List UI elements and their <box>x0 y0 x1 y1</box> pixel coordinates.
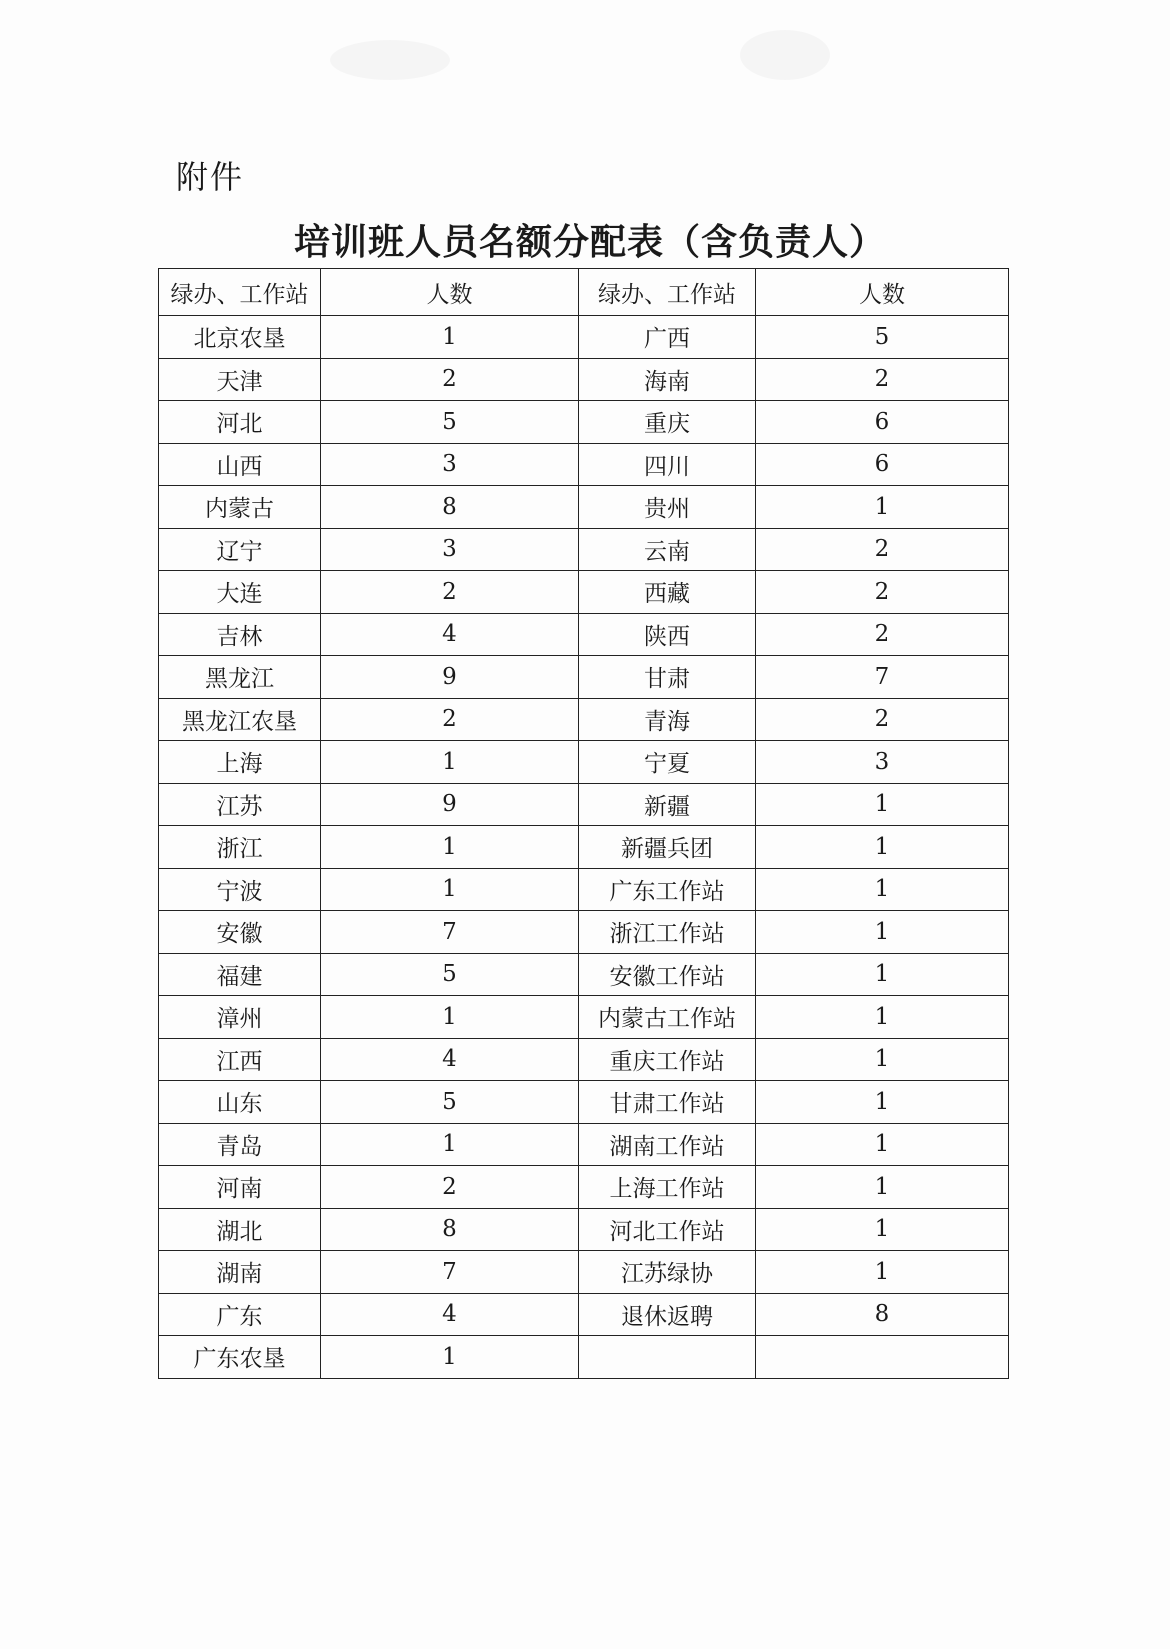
left-count-cell: 9 <box>321 656 579 699</box>
left-count-cell: 4 <box>321 613 579 656</box>
right-unit-cell: 新疆 <box>579 783 756 826</box>
left-count-cell: 1 <box>321 1336 579 1379</box>
right-unit-cell: 江苏绿协 <box>579 1251 756 1294</box>
left-unit-cell: 黑龙江 <box>159 656 321 699</box>
table-row <box>159 783 1009 826</box>
table-row <box>159 613 1009 656</box>
left-count-cell: 1 <box>321 741 579 784</box>
left-unit-cell: 山西 <box>159 443 321 486</box>
table-row <box>159 401 1009 444</box>
left-unit-cell: 江西 <box>159 1038 321 1081</box>
document-title: 培训班人员名额分配表（含负责人） <box>293 221 886 263</box>
table-row <box>159 996 1009 1039</box>
left-count-cell: 5 <box>321 1081 579 1124</box>
left-count-cell: 1 <box>321 868 579 911</box>
left-unit-cell: 青岛 <box>159 1123 321 1166</box>
left-unit-cell: 天津 <box>159 358 321 401</box>
left-count-cell: 3 <box>321 528 579 571</box>
left-count-cell: 4 <box>321 1038 579 1081</box>
left-count-cell: 5 <box>321 953 579 996</box>
left-unit-cell: 山东 <box>159 1081 321 1124</box>
right-unit-cell: 广东工作站 <box>579 868 756 911</box>
left-count-cell: 7 <box>321 1251 579 1294</box>
header-left-unit: 绿办、工作站 <box>159 269 321 316</box>
right-unit-cell: 内蒙古工作站 <box>579 996 756 1039</box>
left-unit-cell: 广东农垦 <box>159 1336 321 1379</box>
table-row <box>159 443 1009 486</box>
left-unit-cell: 湖北 <box>159 1208 321 1251</box>
right-count-cell: 2 <box>756 698 1009 741</box>
allocation-table <box>158 268 1009 1379</box>
left-count-cell: 1 <box>321 1123 579 1166</box>
scan-smudge <box>740 30 830 80</box>
left-count-cell: 2 <box>321 571 579 614</box>
right-count-cell: 7 <box>756 656 1009 699</box>
left-count-cell: 2 <box>321 1166 579 1209</box>
table-row <box>159 1123 1009 1166</box>
table-row <box>159 528 1009 571</box>
table-row <box>159 698 1009 741</box>
left-count-cell: 8 <box>321 1208 579 1251</box>
header-left-count: 人数 <box>321 269 579 316</box>
right-count-cell: 1 <box>756 996 1009 1039</box>
right-count-cell: 1 <box>756 1081 1009 1124</box>
left-count-cell: 4 <box>321 1293 579 1336</box>
right-count-cell: 2 <box>756 571 1009 614</box>
left-unit-cell: 上海 <box>159 741 321 784</box>
right-unit-cell: 陕西 <box>579 613 756 656</box>
right-count-cell: 2 <box>756 528 1009 571</box>
right-count-cell: 1 <box>756 1038 1009 1081</box>
right-unit-cell <box>579 1336 756 1379</box>
left-count-cell: 7 <box>321 911 579 954</box>
left-unit-cell: 辽宁 <box>159 528 321 571</box>
left-count-cell: 5 <box>321 401 579 444</box>
right-unit-cell: 西藏 <box>579 571 756 614</box>
right-unit-cell: 四川 <box>579 443 756 486</box>
left-count-cell: 3 <box>321 443 579 486</box>
right-count-cell: 1 <box>756 868 1009 911</box>
right-count-cell: 2 <box>756 358 1009 401</box>
right-unit-cell: 河北工作站 <box>579 1208 756 1251</box>
table-body <box>159 316 1009 1379</box>
right-unit-cell: 新疆兵团 <box>579 826 756 869</box>
right-count-cell: 1 <box>756 1166 1009 1209</box>
right-unit-cell: 重庆 <box>579 401 756 444</box>
right-count-cell: 1 <box>756 826 1009 869</box>
right-count-cell: 1 <box>756 911 1009 954</box>
left-unit-cell: 河南 <box>159 1166 321 1209</box>
left-unit-cell: 内蒙古 <box>159 486 321 529</box>
table-row <box>159 911 1009 954</box>
table-row <box>159 953 1009 996</box>
left-unit-cell: 浙江 <box>159 826 321 869</box>
table-row <box>159 1038 1009 1081</box>
attachment-label: 附件 <box>176 158 245 196</box>
header-right-count: 人数 <box>756 269 1009 316</box>
right-count-cell: 1 <box>756 1123 1009 1166</box>
left-unit-cell: 湖南 <box>159 1251 321 1294</box>
right-count-cell <box>756 1336 1009 1379</box>
right-count-cell: 3 <box>756 741 1009 784</box>
right-count-cell: 6 <box>756 443 1009 486</box>
table-row <box>159 868 1009 911</box>
left-unit-cell: 黑龙江农垦 <box>159 698 321 741</box>
right-count-cell: 8 <box>756 1293 1009 1336</box>
right-unit-cell: 浙江工作站 <box>579 911 756 954</box>
right-unit-cell: 退休返聘 <box>579 1293 756 1336</box>
right-unit-cell: 云南 <box>579 528 756 571</box>
right-unit-cell: 广西 <box>579 316 756 359</box>
right-unit-cell: 重庆工作站 <box>579 1038 756 1081</box>
left-unit-cell: 大连 <box>159 571 321 614</box>
left-count-cell: 2 <box>321 358 579 401</box>
table-row <box>159 1081 1009 1124</box>
table-row <box>159 656 1009 699</box>
right-unit-cell: 宁夏 <box>579 741 756 784</box>
right-count-cell: 1 <box>756 783 1009 826</box>
right-count-cell: 6 <box>756 401 1009 444</box>
left-unit-cell: 吉林 <box>159 613 321 656</box>
right-unit-cell: 甘肃 <box>579 656 756 699</box>
right-unit-cell: 甘肃工作站 <box>579 1081 756 1124</box>
left-unit-cell: 安徽 <box>159 911 321 954</box>
table-row <box>159 1336 1009 1379</box>
right-count-cell: 1 <box>756 486 1009 529</box>
right-unit-cell: 青海 <box>579 698 756 741</box>
left-count-cell: 9 <box>321 783 579 826</box>
left-count-cell: 8 <box>321 486 579 529</box>
table-header-row <box>159 269 1009 316</box>
table-row <box>159 571 1009 614</box>
table-row <box>159 1208 1009 1251</box>
table-row <box>159 741 1009 784</box>
right-count-cell: 1 <box>756 1251 1009 1294</box>
right-unit-cell: 贵州 <box>579 486 756 529</box>
table-row <box>159 486 1009 529</box>
table-row <box>159 1251 1009 1294</box>
left-unit-cell: 江苏 <box>159 783 321 826</box>
table-row <box>159 1293 1009 1336</box>
left-count-cell: 1 <box>321 316 579 359</box>
right-count-cell: 5 <box>756 316 1009 359</box>
left-unit-cell: 北京农垦 <box>159 316 321 359</box>
left-unit-cell: 漳州 <box>159 996 321 1039</box>
left-unit-cell: 广东 <box>159 1293 321 1336</box>
header-right-unit: 绿办、工作站 <box>579 269 756 316</box>
table-row <box>159 316 1009 359</box>
right-count-cell: 1 <box>756 953 1009 996</box>
left-count-cell: 1 <box>321 826 579 869</box>
left-unit-cell: 宁波 <box>159 868 321 911</box>
right-count-cell: 2 <box>756 613 1009 656</box>
left-count-cell: 2 <box>321 698 579 741</box>
right-unit-cell: 湖南工作站 <box>579 1123 756 1166</box>
right-unit-cell: 安徽工作站 <box>579 953 756 996</box>
right-unit-cell: 海南 <box>579 358 756 401</box>
table-row <box>159 358 1009 401</box>
left-unit-cell: 河北 <box>159 401 321 444</box>
right-count-cell: 1 <box>756 1208 1009 1251</box>
right-unit-cell: 上海工作站 <box>579 1166 756 1209</box>
table-row <box>159 826 1009 869</box>
scan-smudge <box>330 40 450 80</box>
table-row <box>159 1166 1009 1209</box>
left-unit-cell: 福建 <box>159 953 321 996</box>
left-count-cell: 1 <box>321 996 579 1039</box>
